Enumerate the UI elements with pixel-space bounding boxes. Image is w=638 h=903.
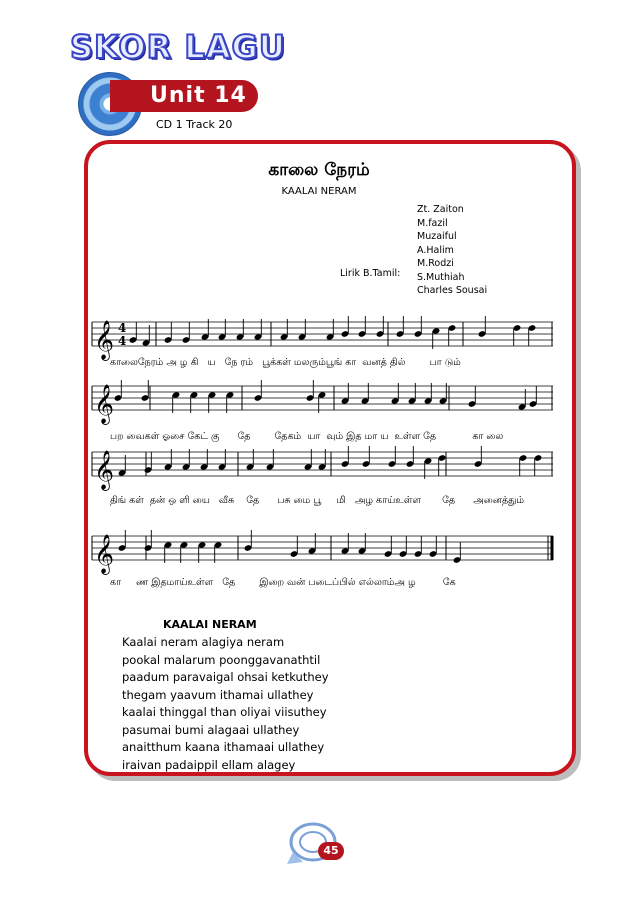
treble-clef-icon: 𝄞 [94, 534, 115, 574]
lyrics-line: pookal malarum poonggavanathtil [122, 652, 321, 667]
time-signature-top: 4 [118, 321, 127, 335]
page-number: 45 [318, 842, 344, 860]
credit-item: Muzaiful [417, 231, 457, 242]
treble-clef-icon: 𝄞 [94, 384, 115, 424]
credit-item: M.Rodzi [417, 258, 454, 269]
song-subtitle: KAALAI NERAM [281, 186, 357, 197]
credit-item: M.fazil [417, 217, 448, 229]
credit-item: Charles Sousai [417, 285, 488, 296]
lyrics-block [122, 634, 329, 774]
treble-clef-icon: 𝄞 [94, 450, 115, 490]
score-lyric-line: பற வைகள் ஓசை கேட் கு தே தேகம் யா வும் இத மா ய உள்ள தே கா லை [110, 431, 504, 442]
treble-clef-icon: 𝄞 [94, 320, 115, 360]
unit-label: Unit 14 [150, 83, 247, 108]
lyrics-line: paadum paravaigal ohsai ketkuthey [122, 670, 329, 684]
lyricist-label: Lirik B.Tamil: [340, 268, 401, 279]
lyrics-line: anaitthum kaana ithamaai ullathey [122, 740, 325, 754]
time-signature-bottom: 4 [118, 334, 127, 348]
page-heading: SKOR LAGU [70, 28, 286, 66]
lyrics-line: iraivan padaippil ellam alagey [122, 757, 296, 772]
song-title: காலை நேரம் [268, 160, 370, 180]
score-lyric-line: காலைநேரம் அ ழ கி ய நே ரம் பூக்கள் மலரும்பூங் கா வனத் தில் பா டும் [110, 357, 461, 368]
score-lyric-line: கா ண இதமாய்உள்ள தே இறை வன் படைப்பில் எல்லாம்அ ழ கே [110, 577, 456, 588]
track-label: CD 1 Track 20 [156, 118, 233, 131]
lyrics-line: Kaalai neram alagiya neram [122, 635, 285, 649]
lyrics-line: thegam yaavum ithamai ullathey [122, 687, 314, 702]
lyrics-line: kaalai thinggal than oliyai viisuthey [122, 705, 327, 719]
credit-item: Zt. Zaiton [417, 204, 464, 215]
score-lyric-line: திங் கள் தன் ஒ ளி யை வீசு தே பசு மை பூ மி அழ காய்உள்ள தே அனைத்தும் [110, 495, 525, 506]
credit-item: A.Halim [417, 244, 454, 256]
credit-item: S.Muthiah [417, 271, 465, 283]
lyrics-title: KAALAI NERAM [163, 618, 257, 631]
lyrics-line: pasumai bumi alagaai ullathey [122, 722, 300, 737]
